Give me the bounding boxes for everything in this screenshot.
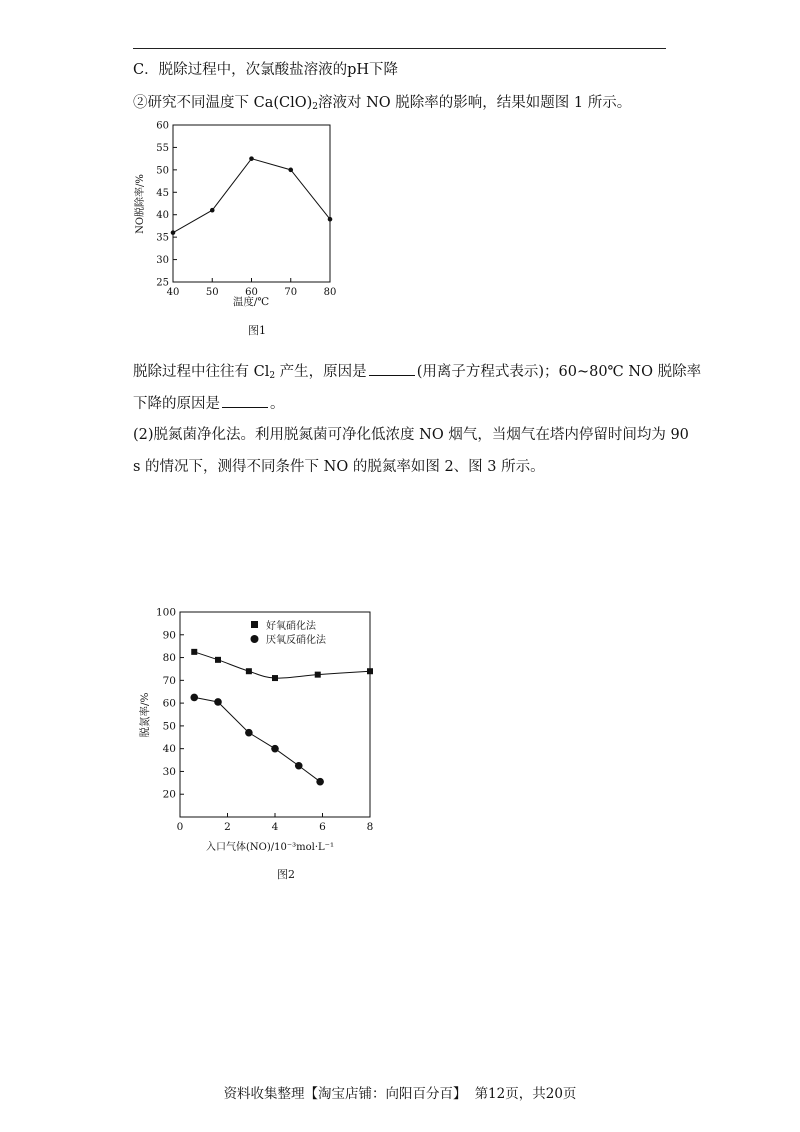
fig2-circle-point (316, 778, 324, 786)
fig1-data-point (171, 230, 176, 235)
fig2-series-line-1 (194, 652, 370, 678)
fig1-ytick-label: 30 (156, 255, 169, 267)
fig2-legend-square-marker (251, 621, 258, 628)
fig2-square-point (272, 675, 278, 681)
fig1-ytick-label: 40 (156, 210, 169, 222)
figure-1-chart (120, 112, 360, 312)
fig2-xlabel: 入口气体(NO)/10⁻³mol·L⁻¹ (206, 842, 334, 853)
fig2-ytick-label: 60 (162, 697, 176, 710)
fig2-ytick-label: 50 (162, 720, 176, 733)
cl2-question-line: 脱除过程中往往有 $Cl_2$ 产生，原因是 (用离子方程式表示)；60~80℃ NO 脱除率 (133, 361, 701, 386)
fig1-xtick-label: 70 (284, 287, 298, 298)
fig2-circle-point (214, 698, 222, 706)
fig2-ytick-label: 20 (162, 788, 176, 801)
figure-2-caption: 图2 (277, 868, 295, 881)
page-footer (0, 1082, 800, 1102)
fig1-xtick-label: 80 (323, 287, 337, 298)
fig1-xlabel: 温度/℃ (232, 296, 270, 308)
fig1-ylabel: NO脱除率/% (135, 174, 146, 234)
fig2-xtick-label: 8 (366, 821, 374, 833)
option-c: C．脱除过程中，次氯酸盐溶液的pH下降 (133, 62, 399, 78)
drop-question-line: 下降的原因是 。 (133, 393, 285, 414)
fig1-plot-frame (173, 125, 330, 282)
fig2-square-point (215, 657, 221, 663)
fig1-xtick-label: 50 (205, 287, 219, 298)
fig1-data-point (288, 168, 293, 173)
fig2-series-line-2 (194, 697, 320, 781)
fig2-ytick-label: 100 (155, 606, 176, 619)
fig2-circle-point (271, 745, 279, 753)
bio-method-line-1: (2)脱氮菌净化法。利用脱氮菌可净化低浓度 NO 烟气，当烟气在塔内停留时间均为 90 (133, 427, 689, 443)
answer-blank-1[interactable] (369, 361, 415, 376)
figure-1-caption: 图1 (248, 324, 266, 337)
fig1-xtick-label: 60 (245, 287, 258, 298)
fig1-data-point (210, 208, 215, 213)
fig2-legend-circle-marker (251, 635, 259, 643)
fig1-ytick-label: 50 (156, 165, 169, 177)
fig1-data-point (249, 156, 254, 161)
fig2-ytick-label: 70 (162, 674, 176, 687)
fig1-data-point (328, 217, 333, 222)
fig2-legend (251, 619, 327, 646)
fig2-xtick-label: 2 (224, 821, 231, 833)
fig2-ytick-label: 80 (162, 652, 176, 665)
fig1-ytick-label: 25 (156, 277, 169, 289)
fig1-xtick-label: 40 (166, 287, 180, 298)
fig1-ytick-label: 60 (156, 120, 169, 132)
footer-page-number: 第12页，共20页 (474, 1086, 577, 1102)
fig2-ylabel: 脱氮率/% (139, 692, 151, 738)
fig2-square-point (315, 672, 321, 678)
fig2-circle-point (245, 729, 253, 737)
fig2-xtick-label: 6 (319, 821, 326, 833)
fig2-legend-label: 厌氧反硝化法 (266, 635, 326, 646)
fig1-ytick-label: 45 (156, 187, 169, 199)
figure-2-chart (130, 600, 390, 862)
bio-method-line-2: s 的情况下，测得不同条件下 NO 的脱氮率如图 2、图 3 所示。 (133, 459, 545, 475)
fig2-ytick-label: 90 (162, 629, 176, 642)
question-2-intro: ②研究不同温度下 $Ca(ClO)_2$溶液对 NO 脱除率的影响，结果如题图 1 所示。 (133, 95, 632, 112)
answer-blank-2[interactable] (222, 393, 268, 408)
fig2-circle-point (295, 762, 303, 770)
top-rule (133, 48, 666, 49)
fig1-series-line (173, 159, 330, 233)
fig2-circle-point (190, 694, 198, 702)
fig2-ytick-label: 30 (162, 765, 176, 778)
fig2-legend-label: 好氧硝化法 (266, 621, 316, 632)
fig2-xtick-label: 0 (176, 821, 184, 833)
fig2-xtick-label: 4 (271, 821, 279, 833)
fig1-ytick-label: 35 (156, 232, 169, 244)
fig2-square-point (191, 649, 197, 655)
fig1-ytick-label: 55 (156, 142, 169, 154)
footer-source: 资料收集整理【淘宝店铺：向阳百分百】 (223, 1086, 467, 1102)
fig2-square-point (246, 668, 252, 674)
fig2-square-point (367, 668, 373, 674)
fig2-ytick-label: 40 (162, 743, 176, 756)
